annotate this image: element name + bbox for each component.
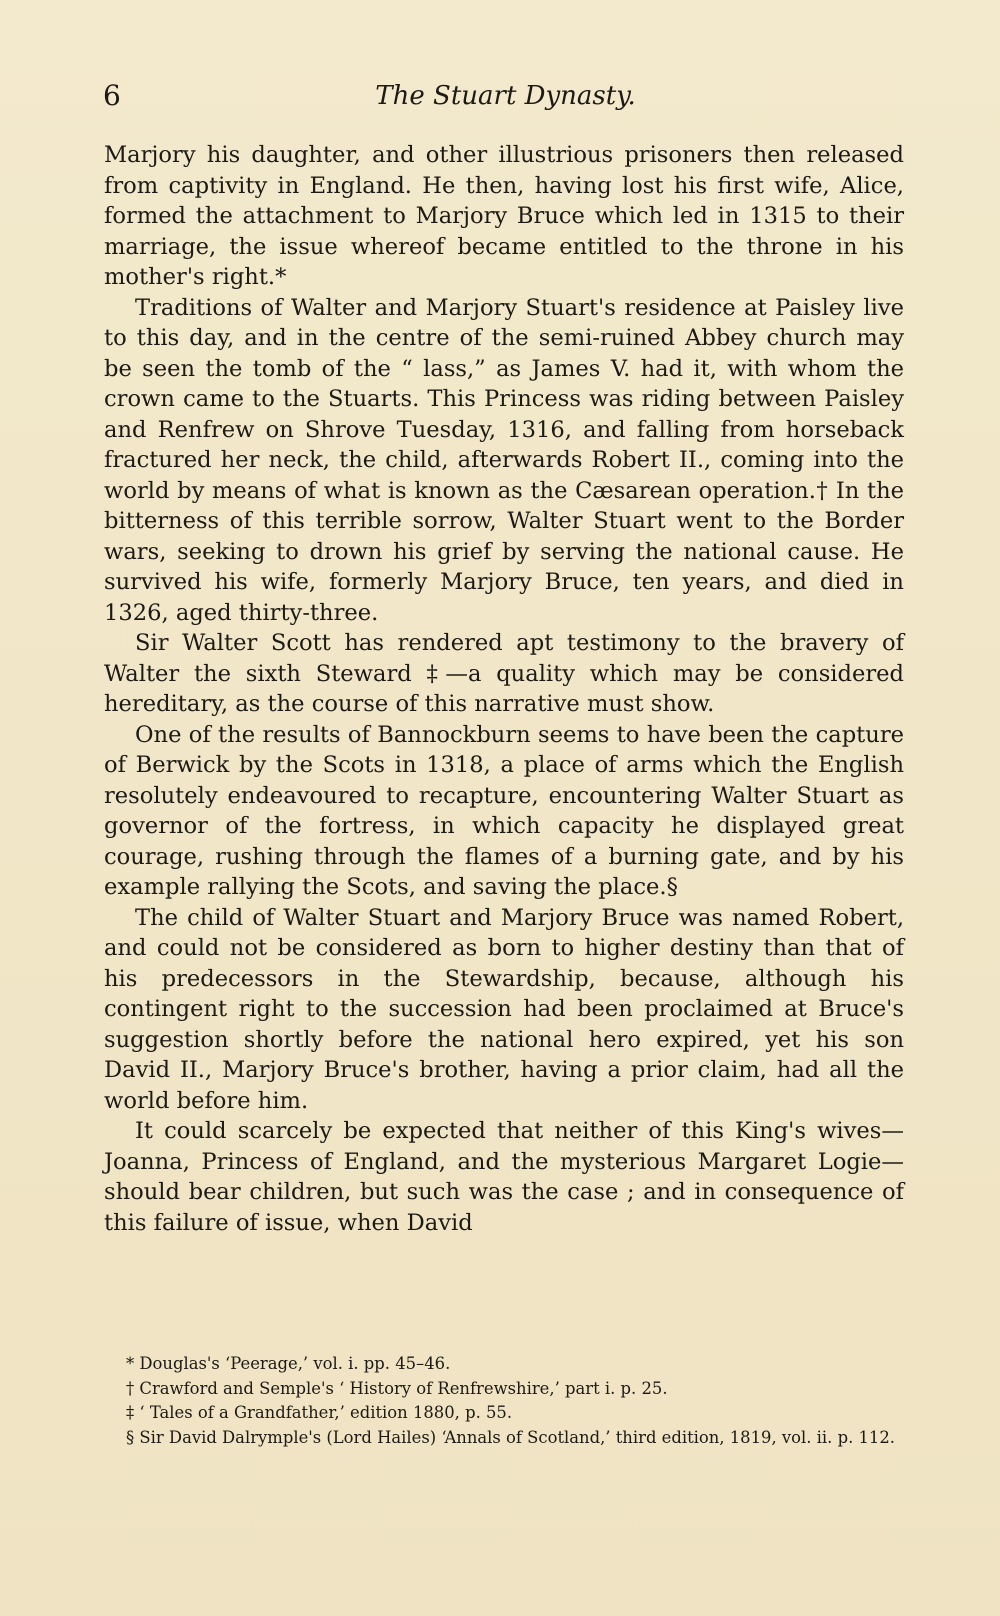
footnote-4: § Sir David Dalrymple's (Lord Hailes) ‘Annals of Scotland,’ third edition, 1819, vol. ii. p. 112. [126, 1428, 895, 1448]
paragraph-4: One of the results of Bannockburn seems to have been the capture of Berwick by the Scots in 1318, a place of arms which the English resolutely endeavoured to recapture, encountering Walter Stuart as governor of the fortress, in which capacity he displayed great courage, rushing through the flames of a burning gate, and by his example rallying the Scots, and saving the place.§ [104, 721, 904, 900]
page-number: 6 [103, 79, 121, 112]
footnotes [106, 1352, 904, 1451]
paragraph-2: Traditions of Walter and Marjory Stuart's residence at Paisley live to this day, and in the centre of the semi-ruined Abbey church may be seen the tomb of the “ lass,” as James V. had it, with whom the crown came to the Stuarts. This Princess was riding between Paisley and Renfrew on Shrove Tuesday, 1316, and falling from horseback fractured her neck, the child, afterwards Robert II., coming into the world by means of what is known as the Cæsarean operation.† In the bitterness of this terrible sorrow, Walter Stuart went to the Border wars, seeking to drown his grief by serving the national cause. He survived his wife, formerly Marjory Bruce, ten years, and died in 1326, aged thirty-three. [104, 294, 904, 626]
footnote-1: * Douglas's ‘Peerage,’ vol. i. pp. 45–46. [126, 1354, 451, 1373]
paragraph-5: The child of Walter Stuart and Marjory Bruce was named Robert, and could not be considered as born to higher destiny than that of his predecessors in the Stewardship, because, although his contingent right to the succession had been proclaimed at Bruce's suggestion shortly before the national hero expired, yet his son David II., Marjory Bruce's brother, having a prior claim, had all the world before him. [104, 904, 904, 1114]
running-title: The Stuart Dynasty. [375, 81, 636, 111]
main-text [104, 140, 904, 1238]
running-head [103, 76, 908, 116]
paragraph-1: Marjory his daughter, and other illustrious prisoners then released from captivity in England. He then, having lost his first wife, Alice, formed the attachment to Marjory Bruce which led in 1315 to their marriage, the issue whereof became entitled to the throne in his mother's right.* [104, 142, 904, 290]
footnote-2: † Crawford and Semple's ‘ History of Renfrewshire,’ part i. p. 25. [126, 1378, 668, 1398]
paragraph-6: It could scarcely be expected that neither of this King's wives—Joanna, Princess of England, and the mysterious Margaret Logie—should bear children, but such was the case ; and in consequence of this failure of issue, when David [104, 1118, 904, 1236]
paragraph-3: Sir Walter Scott has rendered apt testimony to the bravery of Walter the sixth Steward ‡—a quality which may be considered hereditary, as the course of this narrative must show. [104, 630, 904, 717]
footnote-3: ‡ ‘ Tales of a Grandfather,’ edition 1880, p. 55. [126, 1403, 513, 1423]
